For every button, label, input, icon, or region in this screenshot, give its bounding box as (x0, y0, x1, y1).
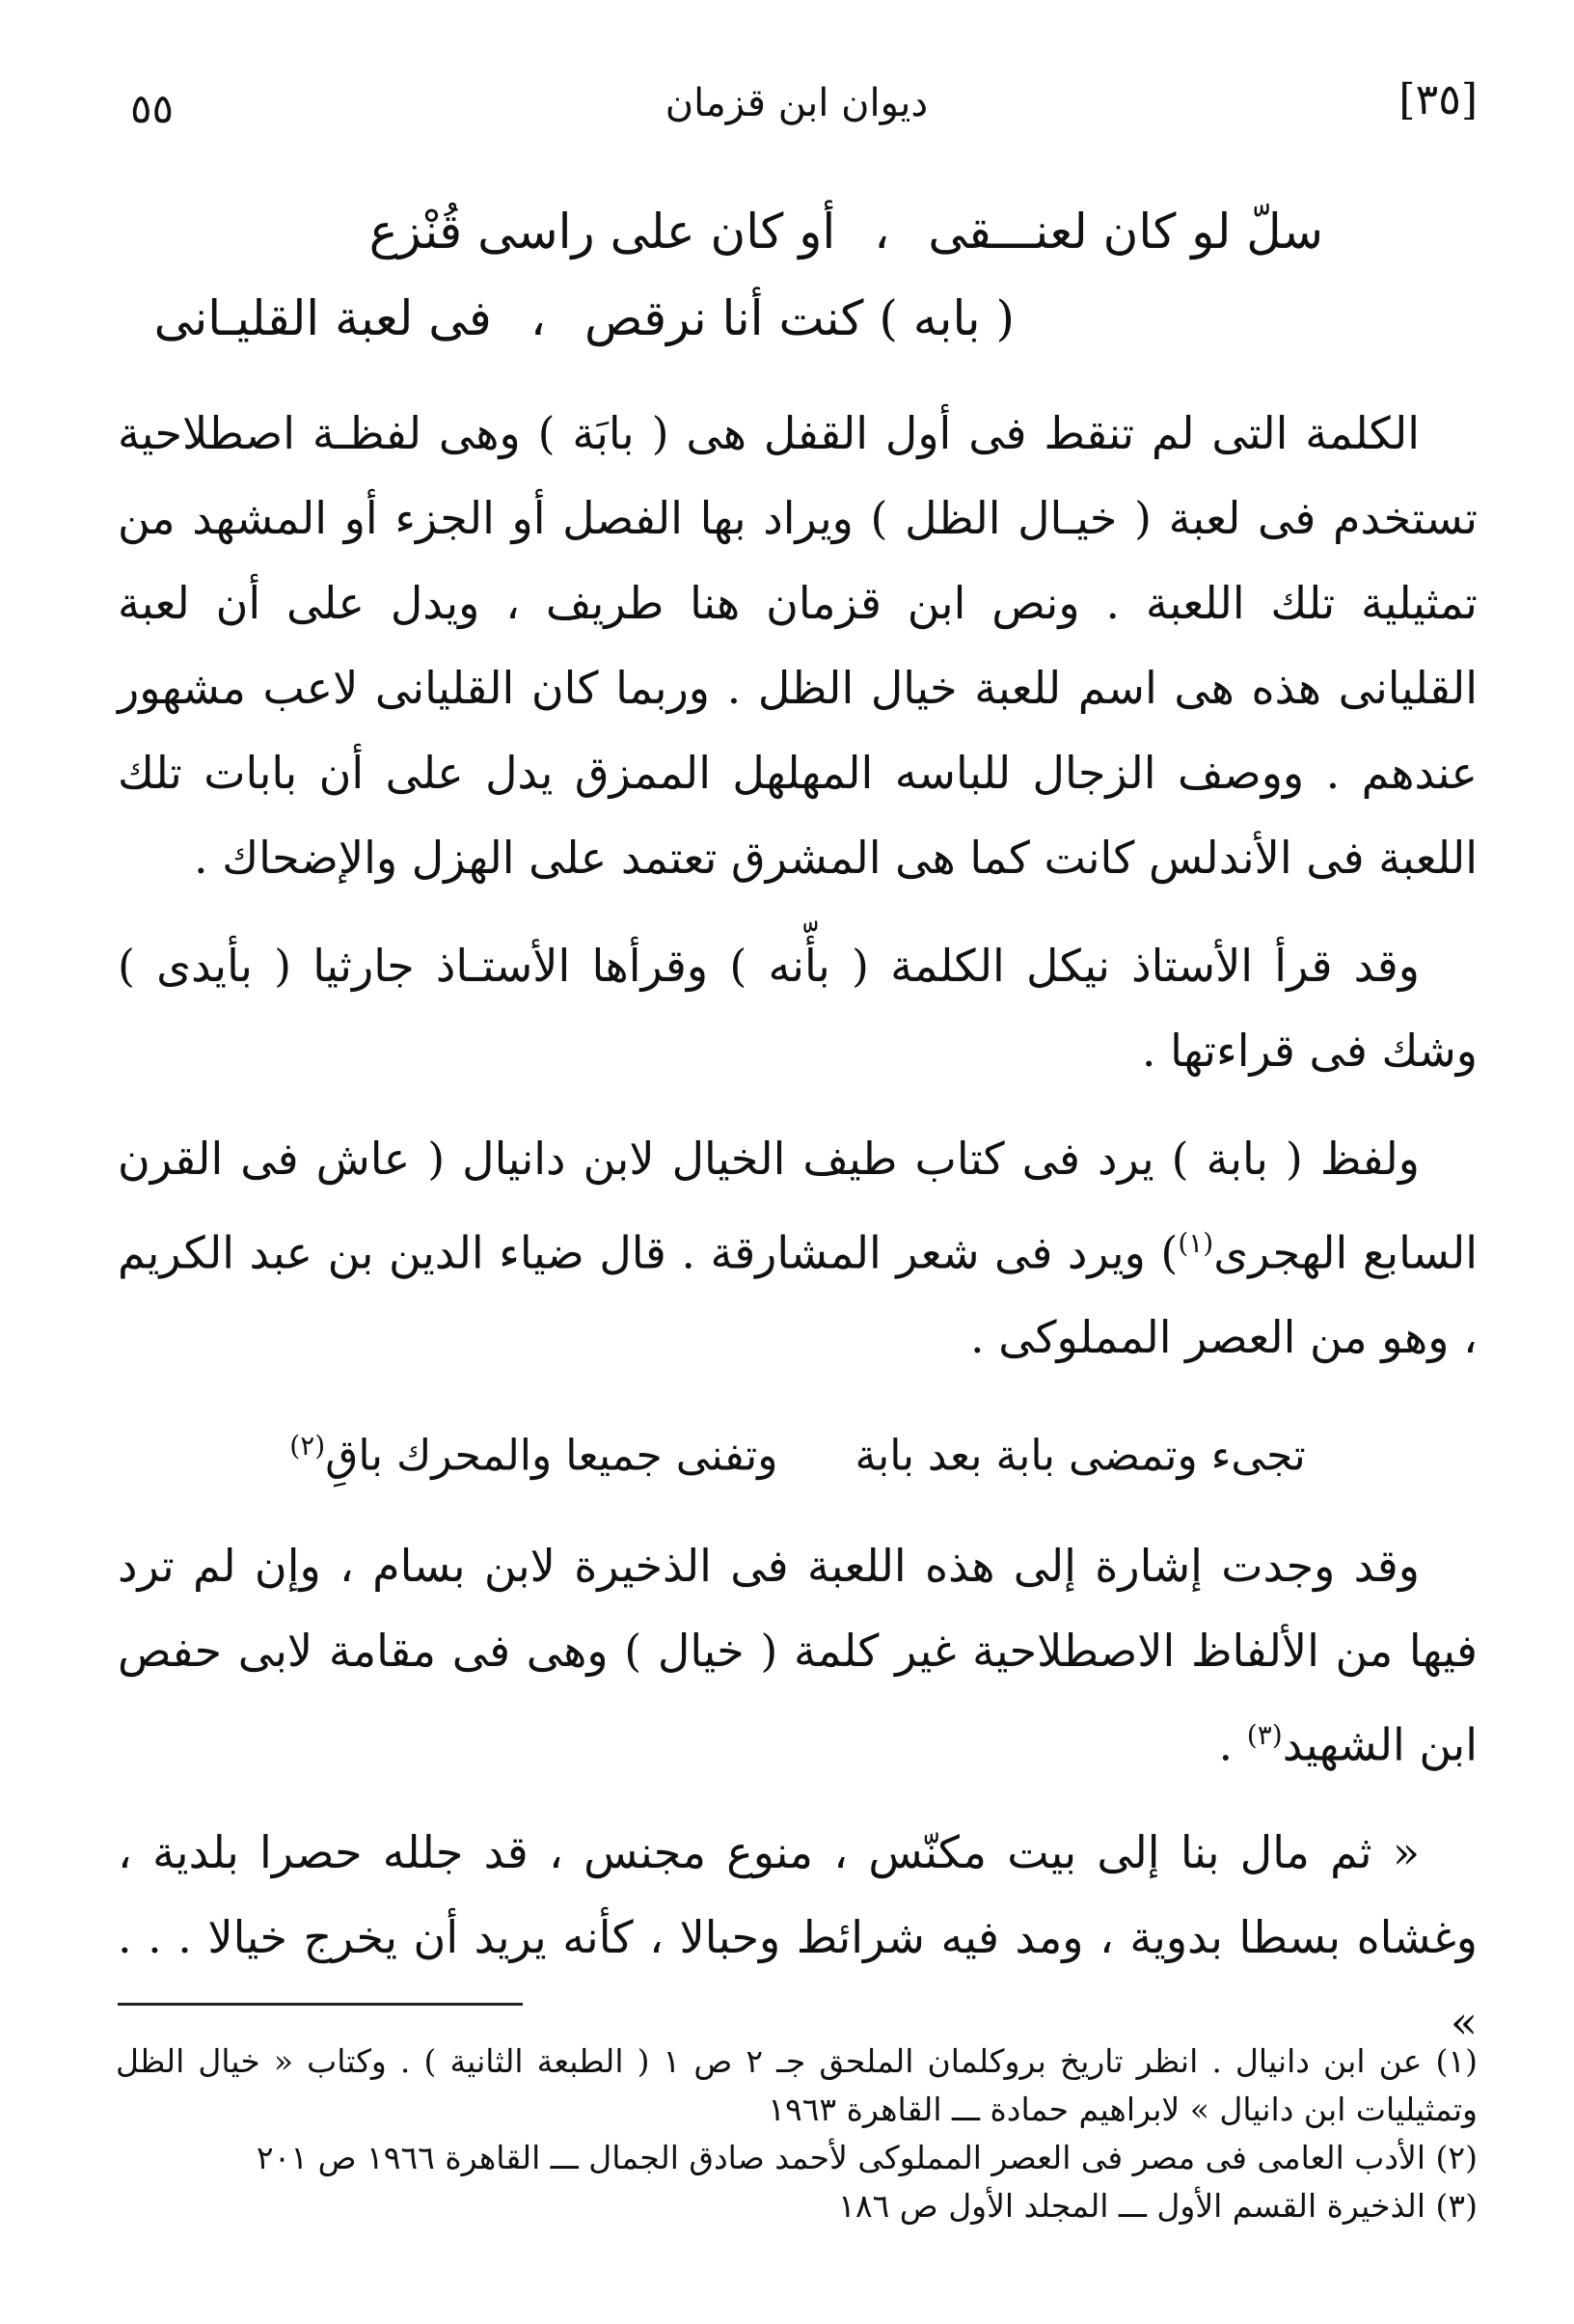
verse-hemistich: فى لعبة القليـانى (153, 290, 492, 346)
page-header (116, 75, 1478, 152)
verse-hemistich: أو كان على راسى قُنْزع (368, 204, 836, 260)
footnote-mark: (٣) (1246, 1718, 1283, 1751)
verse-separator: ، (874, 204, 890, 260)
verse-hemistich: وتفنى جميعا والمحرك باقِ (325, 1431, 778, 1481)
page-number: ٥٥ (130, 85, 175, 132)
paragraph-text: وقد وجدت إشارة إلى هذه اللعبة فى الذخيرة لابن بسام ، وإن لم ترد فيها من الألفاظ الاصطلاحية غير كلمة ( خيال ) وهى فى مقامة لابى حفص ابن الشهيد (118, 1539, 1478, 1771)
paragraph (118, 1116, 1478, 1380)
footnote-divider (118, 2003, 523, 2006)
paragraph: الكلمة التى لم تنقط فى أول القفل هى ( بابَة ) وهى لفظـة اصطلاحية تستخدم فى لعبة ( خيـال الظل ) ويراد بها الفصل أو الجزء أو المشهد من تمثيلية تلك اللعبة . ونص ابن قزمان هنا طريف ، ويدل على أن لعبة القليانى هذه هى اسم للعبة خيال الظل . وربما كان القليانى لاعب مشهور عندهم . ووصف الزجال للباسه المهلهل الممزق يدل على أن بابات تلك اللعبة فى الأندلس كانت كما هى المشرق تعتمد على الهزل والإضحاك . (118, 407, 1478, 884)
verse-hemistich: تجىء وتمضى بابة بعد بابة (855, 1431, 1306, 1481)
verse-line (153, 275, 1323, 362)
footnote: (٣) الذخيرة القسم الأول ـــ المجلد الأول ص ١٨٦ (838, 2187, 1478, 2225)
footnote: (١) عن ابن دانيال . انظر تاريخ بروكلمان الملحق جـ ٢ ص ١ ( الطبعة الثانية ) . وكتاب « خيال الظل وتمثيليات ابن دانيال » لابراهيم حمادة ـــ القاهرة ١٩٦٣ (116, 2042, 1478, 2128)
zajal-number: [٣٥] (1398, 75, 1478, 124)
verse-hemistich: ( بابه ) كنت أنا نرقص (583, 290, 1015, 346)
paragraph: وقد قرأ الأستاذ نيكل الكلمة ( بأّنه ) وقرأها الأستـاذ جارثيا ( بأيدى ) وشك فى قراءتها . (118, 940, 1478, 1077)
paragraph: وقد وجدت إشارة إلى هذه اللعبة فى الذخيرة لابن بسام ، وإن لم ترد فيها من الألفاظ الاصطلاحية غير كلمة ( خيال ) وهى فى مقامة لابى حفص ابن الشهيد$^{(٣)}$ . (118, 1539, 1478, 1771)
body-text (118, 391, 1478, 2088)
verse-hemistich: سلّ لو كان لعنـــقى (928, 204, 1323, 260)
opening-verse (153, 188, 1323, 362)
verse-separator: ، (529, 290, 546, 346)
quotation-paragraph: « ثم مال بنا إلى بيت مكنّس ، منوع مجنس ، قد جلله حصرا بلدية ، وغشاه بسطا بدوية ، ومد فيه شرائط وحبالا ، كأنه يريد أن يخرج خيالا . . . » (118, 1826, 1478, 2049)
paragraph-text: ) ويرد فى شعر المشارقة . قال ضياء الدين بن عبد الكريم ، وهو من العصر المملوكى . (118, 1226, 1478, 1364)
footnote-mark: (١) (1178, 1227, 1214, 1259)
footnotes (116, 2037, 1478, 2230)
footnote: (٢) الأدب العامى فى مصر فى العصر المملوكى لأحمد صادق الجمال ـــ القاهرة ١٩٦٦ ص ٢٠١ (256, 2139, 1478, 2176)
quoted-verse (118, 1403, 1478, 1500)
footnote-mark: (٢) (289, 1430, 326, 1463)
paragraph-text: ولفظ ( بابة ) يرد فى كتاب طيف الخيال لابن دانيال ( عاش فى القرن السابع الهجرى (118, 1133, 1478, 1279)
running-title: ديوان ابن قزمان (665, 81, 929, 125)
verse-line (241, 188, 1323, 275)
